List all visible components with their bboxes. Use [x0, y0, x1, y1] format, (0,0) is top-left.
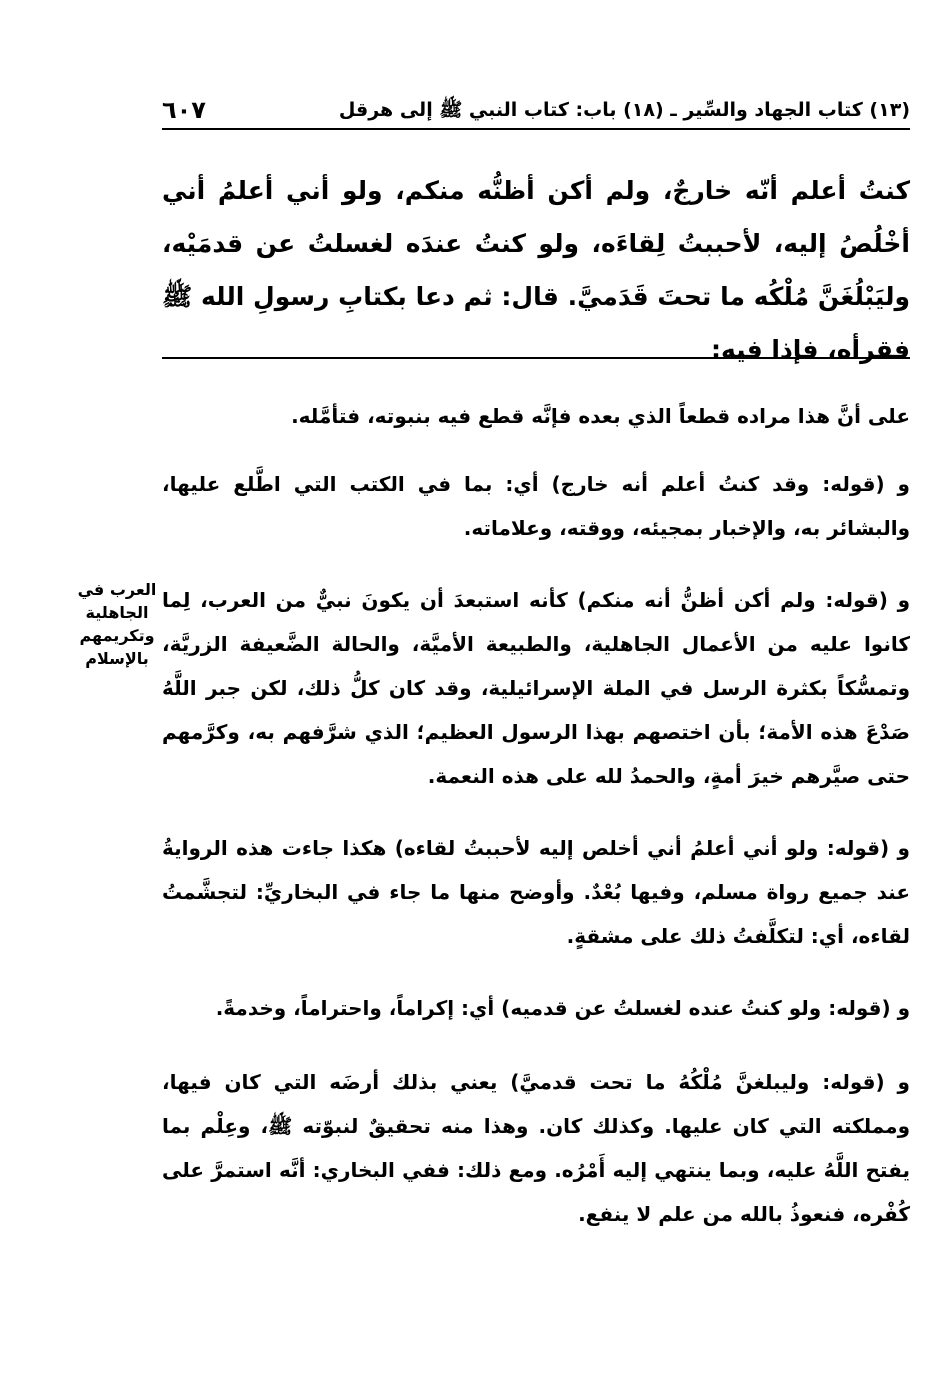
commentary-paragraph: و (قوله: ولم أكن أظنُّ أنه منكم) كأنه استبعدَ أن يكونَ نبيٌّ من العرب، لِما كانوا عليه من الأعمال الجاهلية، والطبيعة الأميَّة، والحالة الضَّعيفة الزريَّة، وتمسُّكاً بكثرة الرسل في الملة الإسرائيلية، وقد كان كلُّ ذلك، لكن جبر اللَّهُ صَدْعَ هذه الأمة؛ بأن اختصهم بهذا الرسول العظيم؛ الذي شرَّفهم به، وكرَّمهم حتى صيَّرهم خيرَ أمةٍ، والحمدُ لله على هذه النعمة. [162, 588, 910, 788]
commentary-section [162, 394, 910, 1236]
commentary-paragraph: و (قوله: وليبلغنَّ مُلْكُهُ ما تحت قدميَّ) يعني بذلك أرضَه التي كان فيها، ومملكته التي كان عليها. وكذلك كان. وهذا منه تحقيقٌ لنبوّته ﷺ، وعِلْم بما يفتح اللَّهُ عليه، وبما ينتهي إليه أَمْرُه. ومع ذلك: ففي البخاري: أنَّه استمرَّ على كُفْره، فنعوذُ بالله من علم لا ينفع. [162, 1070, 910, 1226]
page-number: ٦٠٧ [162, 96, 206, 124]
hadith-text: كنتُ أعلم أنّه خارجٌ، ولم أكن أظنُّه منكم، ولو أني أعلمُ أني أخْلُصُ إليه، لأحببتُ لِقاءَه، ولو كنتُ عندَه لغسلتُ عن قدمَيْه، وليَبْلُغَنَّ مُلْكُه ما تحتَ قَدَميَّ. قال: ثم دعا بكتابِ رسولِ الله ﷺ فقرأه، فإذا فيه: [162, 176, 910, 364]
commentary-paragraph: و (قوله: ولو كنتُ عنده لغسلتُ عن قدميه) أي: إكراماً، واحتراماً، وخدمةً. [215, 996, 910, 1020]
commentary-divider [162, 357, 910, 359]
header-rule [162, 128, 910, 130]
running-header [162, 96, 910, 130]
commentary-paragraph: على أنَّ هذا مراده قطعاً الذي بعده فإنَّه قطع فيه بنبوته، فتأمَّله. [291, 404, 910, 428]
margin-note: العرب في الجاهلية وتكريمهم بالإسلام [77, 580, 157, 668]
commentary-paragraph: و (قوله: ولو أني أعلمُ أني أخلص إليه لأحببتُ لقاءه) هكذا جاءت هذه الروايةُ عند جميع رواة مسلم، وفيها بُعْدٌ. وأوضح منها ما جاء في البخاريِّ: لتجشَّمتُ لقاءه، أي: لتكلَّفتُ ذلك على مشقةٍ. [162, 836, 910, 948]
commentary-paragraph: و (قوله: وقد كنتُ أعلم أنه خارج) أي: بما في الكتب التي اطَّلع عليها، والبشائر به، والإخبار بمجيئه، ووقته، وعلاماته. [162, 472, 910, 540]
running-title: (١٣) كتاب الجهاد والسِّير ـ (١٨) باب: كتاب النبي ﷺ إلى هرقل [338, 99, 910, 121]
